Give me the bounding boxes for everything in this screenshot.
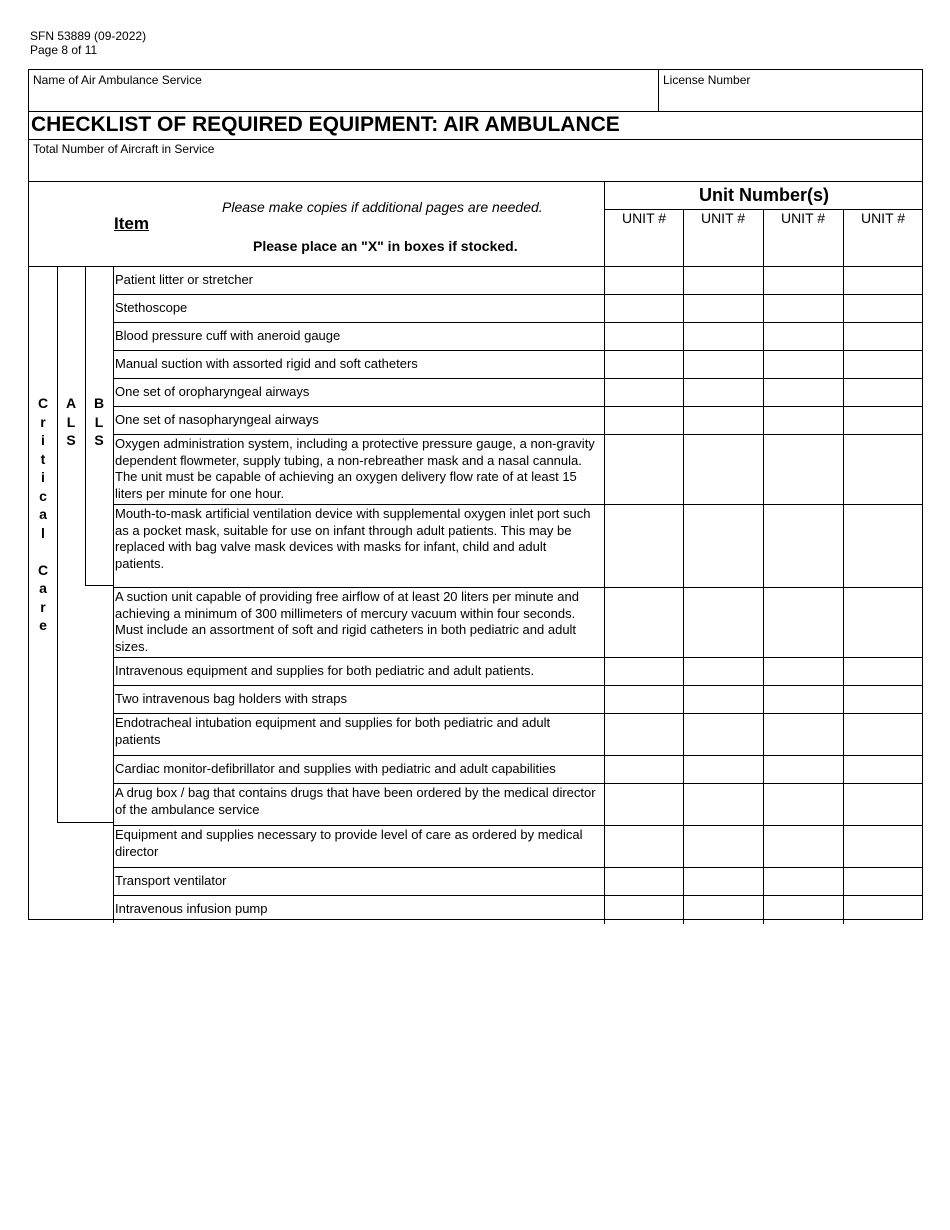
unit-3-checkbox[interactable] [763, 896, 843, 924]
unit-2-checkbox[interactable] [683, 351, 763, 379]
unit-2-checkbox[interactable] [683, 756, 763, 784]
unit-1-checkbox[interactable] [604, 588, 684, 658]
unit-4-checkbox[interactable] [843, 784, 923, 826]
equipment-item-label: Cardiac monitor-defibrillator and supplies with pediatric and adult capabilities [115, 761, 556, 776]
service-name-input[interactable] [33, 90, 657, 110]
als-label: A L S [65, 395, 77, 448]
item-column-divider [113, 266, 114, 923]
unit-1-checkbox[interactable] [604, 784, 684, 826]
equipment-item-label: Two intravenous bag holders with straps [115, 691, 347, 706]
unit-1-checkbox[interactable] [604, 379, 684, 407]
equipment-item-label: Oxygen administration system, including a protective pressure gauge, a non-gravity dependent flowmeter, supply tubing, a non-rebreather mask and a nasal cannula. The unit must be capable of achieving an oxygen delivery flow rate of at least 15 liters per minute for one hour. [115, 436, 595, 501]
unit-3-checkbox[interactable] [763, 295, 843, 323]
checklist-row [113, 657, 922, 686]
unit-4-checkbox[interactable] [843, 267, 923, 295]
equipment-item-label: Equipment and supplies necessary to provide level of care as ordered by medical director [115, 827, 583, 859]
checklist-row [113, 350, 922, 379]
unit-1-checkbox[interactable] [604, 896, 684, 924]
unit-4-checkbox[interactable] [843, 686, 923, 714]
unit-column-header: UNIT # [604, 209, 683, 266]
unit-1-checkbox[interactable] [604, 435, 684, 505]
unit-2-checkbox[interactable] [683, 896, 763, 924]
equipment-item-label: Endotracheal intubation equipment and supplies for both pediatric and adult patients [115, 715, 551, 747]
unit-2-checkbox[interactable] [683, 868, 763, 896]
equipment-item-label: Blood pressure cuff with aneroid gauge [115, 328, 341, 343]
checklist-row [113, 378, 922, 407]
checklist-row [113, 783, 922, 826]
unit-2-checkbox[interactable] [683, 379, 763, 407]
checklist-row [113, 685, 922, 714]
unit-4-checkbox[interactable] [843, 351, 923, 379]
page-title: CHECKLIST OF REQUIRED EQUIPMENT: AIR AMBULANCE [28, 111, 923, 139]
service-info-row [28, 69, 923, 111]
license-number-label: License Number [663, 73, 751, 87]
unit-1-checkbox[interactable] [604, 686, 684, 714]
equipment-item-label: One set of oropharyngeal airways [115, 384, 310, 399]
checklist-row [113, 504, 922, 588]
unit-4-checkbox[interactable] [843, 505, 923, 588]
unit-numbers-header: Unit Number(s) [604, 182, 923, 210]
unit-4-checkbox[interactable] [843, 868, 923, 896]
unit-2-checkbox[interactable] [683, 505, 763, 588]
unit-3-checkbox[interactable] [763, 756, 843, 784]
unit-4-checkbox[interactable] [843, 826, 923, 868]
aircraft-total-input[interactable] [33, 160, 917, 180]
unit-3-checkbox[interactable] [763, 267, 843, 295]
unit-3-checkbox[interactable] [763, 435, 843, 505]
unit-1-checkbox[interactable] [604, 267, 684, 295]
checklist-row [113, 434, 922, 505]
license-number-input[interactable] [663, 90, 922, 110]
equipment-item-label: Intravenous equipment and supplies for both pediatric and adult patients. [115, 663, 535, 678]
unit-2-checkbox[interactable] [683, 435, 763, 505]
aircraft-total-row [28, 139, 923, 181]
unit-3-checkbox[interactable] [763, 868, 843, 896]
unit-3-checkbox[interactable] [763, 714, 843, 756]
unit-4-checkbox[interactable] [843, 896, 923, 924]
form-header [30, 29, 146, 57]
checklist-row [113, 406, 922, 435]
unit-column-header: UNIT # [843, 209, 922, 266]
equipment-item-label: Mouth-to-mask artificial ventilation device with supplemental oxygen inlet port such as a pocket mask, suitable for use on infant through adult patients. This may be replaced with bag valve mask devices with masks for infant, child and adult patients. [115, 506, 591, 571]
checklist-row [113, 825, 922, 868]
checklist-row [113, 587, 922, 658]
unit-2-checkbox[interactable] [683, 407, 763, 435]
bls-label: B L S [93, 395, 105, 448]
unit-1-checkbox[interactable] [604, 868, 684, 896]
unit-3-checkbox[interactable] [763, 826, 843, 868]
equipment-item-label: Patient litter or stretcher [115, 272, 253, 287]
page-number: Page 8 of 11 [30, 43, 98, 57]
unit-4-checkbox[interactable] [843, 658, 923, 686]
form-number: SFN 53889 (09-2022) [30, 29, 147, 43]
unit-3-checkbox[interactable] [763, 505, 843, 588]
equipment-item-label: Intravenous infusion pump [115, 901, 268, 916]
checklist-row [113, 266, 922, 295]
aircraft-total-label: Total Number of Aircraft in Service [33, 142, 215, 156]
equipment-item-label: A drug box / bag that contains drugs that have been ordered by the medical director of the ambulance service [115, 785, 596, 817]
checklist-row [113, 294, 922, 323]
equipment-item-label: One set of nasopharyngeal airways [115, 412, 319, 427]
checklist-row [113, 895, 922, 924]
unit-2-checkbox[interactable] [683, 784, 763, 826]
unit-3-checkbox[interactable] [763, 686, 843, 714]
service-name-label: Name of Air Ambulance Service [33, 73, 202, 87]
unit-3-checkbox[interactable] [763, 784, 843, 826]
unit-1-checkbox[interactable] [604, 505, 684, 588]
checklist-row [113, 867, 922, 896]
critical-care-divider [57, 266, 58, 823]
unit-1-checkbox[interactable] [604, 714, 684, 756]
unit-4-checkbox[interactable] [843, 295, 923, 323]
unit-4-checkbox[interactable] [843, 756, 923, 784]
unit-4-checkbox[interactable] [843, 435, 923, 505]
equipment-item-label: Manual suction with assorted rigid and soft catheters [115, 356, 418, 371]
unit-4-checkbox[interactable] [843, 588, 923, 658]
unit-1-checkbox[interactable] [604, 658, 684, 686]
checklist-row [113, 755, 922, 784]
unit-3-checkbox[interactable] [763, 323, 843, 351]
unit-3-checkbox[interactable] [763, 407, 843, 435]
unit-3-checkbox[interactable] [763, 351, 843, 379]
equipment-item-label: Transport ventilator [115, 873, 227, 888]
unit-2-checkbox[interactable] [683, 686, 763, 714]
unit-1-checkbox[interactable] [604, 826, 684, 868]
checklist-row [113, 322, 922, 351]
unit-2-checkbox[interactable] [683, 323, 763, 351]
unit-2-checkbox[interactable] [683, 588, 763, 658]
copies-note: Please make copies if additional pages are needed. [222, 199, 543, 215]
unit-column-header: UNIT # [763, 209, 842, 266]
unit-2-checkbox[interactable] [683, 826, 763, 868]
unit-2-checkbox[interactable] [683, 295, 763, 323]
unit-1-checkbox[interactable] [604, 323, 684, 351]
unit-1-checkbox[interactable] [604, 351, 684, 379]
unit-2-checkbox[interactable] [683, 658, 763, 686]
unit-4-checkbox[interactable] [843, 714, 923, 756]
place-x-note: Please place an "X" in boxes if stocked. [253, 238, 518, 254]
unit-2-checkbox[interactable] [683, 267, 763, 295]
unit-3-checkbox[interactable] [763, 588, 843, 658]
critical-care-label: C r i t i c a l C a r e [37, 395, 49, 633]
field-divider [658, 70, 659, 111]
equipment-checklist [28, 181, 923, 920]
als-bottom-border [57, 822, 113, 823]
unit-1-checkbox[interactable] [604, 756, 684, 784]
unit-1-checkbox[interactable] [604, 407, 684, 435]
unit-column-header: UNIT # [683, 209, 762, 266]
unit-3-checkbox[interactable] [763, 658, 843, 686]
equipment-item-label: Stethoscope [115, 300, 188, 315]
item-column-header: Item [114, 214, 149, 233]
equipment-item-label: A suction unit capable of providing free airflow of at least 20 liters per minute and achieving a minimum of 300 millimeters of mercury vacuum within four seconds. Must include an assortment of soft and rigid catheters in both pediatric and adult sizes. [115, 589, 579, 654]
unit-3-checkbox[interactable] [763, 379, 843, 407]
unit-4-checkbox[interactable] [843, 379, 923, 407]
bls-bottom-border [85, 585, 113, 586]
unit-4-checkbox[interactable] [843, 323, 923, 351]
unit-4-checkbox[interactable] [843, 407, 923, 435]
unit-1-checkbox[interactable] [604, 295, 684, 323]
checklist-row [113, 713, 922, 756]
form-top [28, 69, 923, 181]
unit-2-checkbox[interactable] [683, 714, 763, 756]
